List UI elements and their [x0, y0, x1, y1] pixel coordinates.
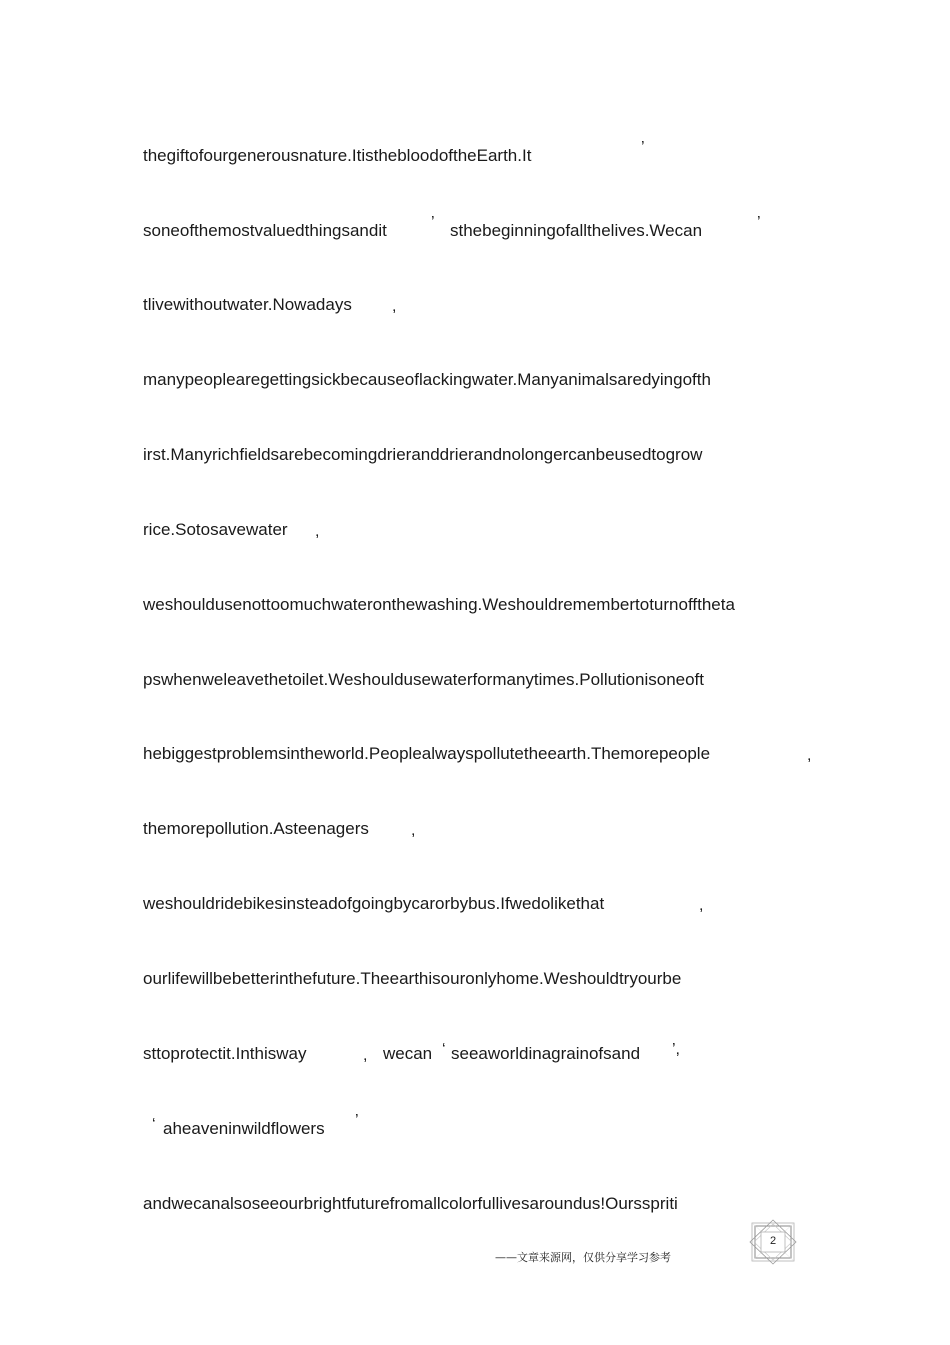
text-line-13a: sttoprotectit.Inthisway	[143, 1044, 307, 1063]
text-line-6: rice.Sotosavewater	[143, 520, 288, 539]
open-quote-mark: ‘	[152, 1116, 156, 1133]
comma-mark: ,	[363, 1047, 368, 1064]
apostrophe-mark: ’	[757, 214, 761, 231]
comma-mark: ,	[699, 897, 704, 914]
text-line-11: weshouldridebikesinsteadofgoingbycarorbybus.Ifwedolikethat	[143, 894, 605, 913]
comma-mark: ,	[411, 822, 416, 839]
close-quote-comma-mark: ’,	[672, 1041, 680, 1058]
text-line-5: irst.Manyrichfieldsarebecomingdrieranddrierandnolongercanbeusedtogrow	[143, 445, 703, 464]
apostrophe-mark: ’	[641, 139, 645, 156]
text-line-9: hebiggestproblemsintheworld.Peoplealwayspollutetheearth.Themorepeople	[143, 744, 711, 763]
apostrophe-mark: ’	[431, 214, 435, 231]
comma-mark: ,	[392, 298, 397, 315]
text-line-12: ourlifewillbebetterinthefuture.Theearthisouronlyhome.Weshouldtryourbe	[143, 969, 682, 988]
open-quote-mark: ‘	[442, 1041, 446, 1058]
text-line-7: weshouldusenottoomuchwateronthewashing.Weshouldremembertoturnofftheta	[143, 595, 735, 614]
text-line-2b: sthebeginningofallthelives.Wecan	[450, 221, 703, 240]
text-line-13c: seeaworldinagrainofsand	[451, 1044, 641, 1063]
text-line-2a: soneofthemostvaluedthingsandit	[143, 221, 387, 240]
text-line-8: pswhenweleavethetoilet.Weshouldusewaterformanytimes.Pollutionisoneoft	[143, 670, 704, 689]
page-number: 2	[769, 1235, 777, 1247]
text-line-13b: wecan	[383, 1044, 433, 1063]
text-line-10: themorepollution.Asteenagers	[143, 819, 369, 838]
apostrophe-mark: ’	[355, 1112, 359, 1129]
text-line-3: tlivewithoutwater.Nowadays	[143, 295, 352, 314]
text-line-1: thegiftofourgenerousnature.ItisthebloodoftheEarth.It	[143, 146, 532, 165]
text-line-15: andwecanalsoseeourbrightfuturefromallcolorfullivesaroundus!Oursspriti	[143, 1194, 678, 1213]
page-number-badge	[748, 1219, 798, 1265]
text-line-4: manypeoplearegettingsickbecauseoflackingwater.Manyanimalsaredyingofth	[143, 370, 711, 389]
footer-source-note: ——文章来源网，仅供分享学习参考	[495, 1251, 671, 1264]
comma-mark: ,	[315, 523, 320, 540]
comma-mark: ,	[807, 747, 812, 764]
text-line-14: aheaveninwildflowers	[163, 1119, 325, 1138]
